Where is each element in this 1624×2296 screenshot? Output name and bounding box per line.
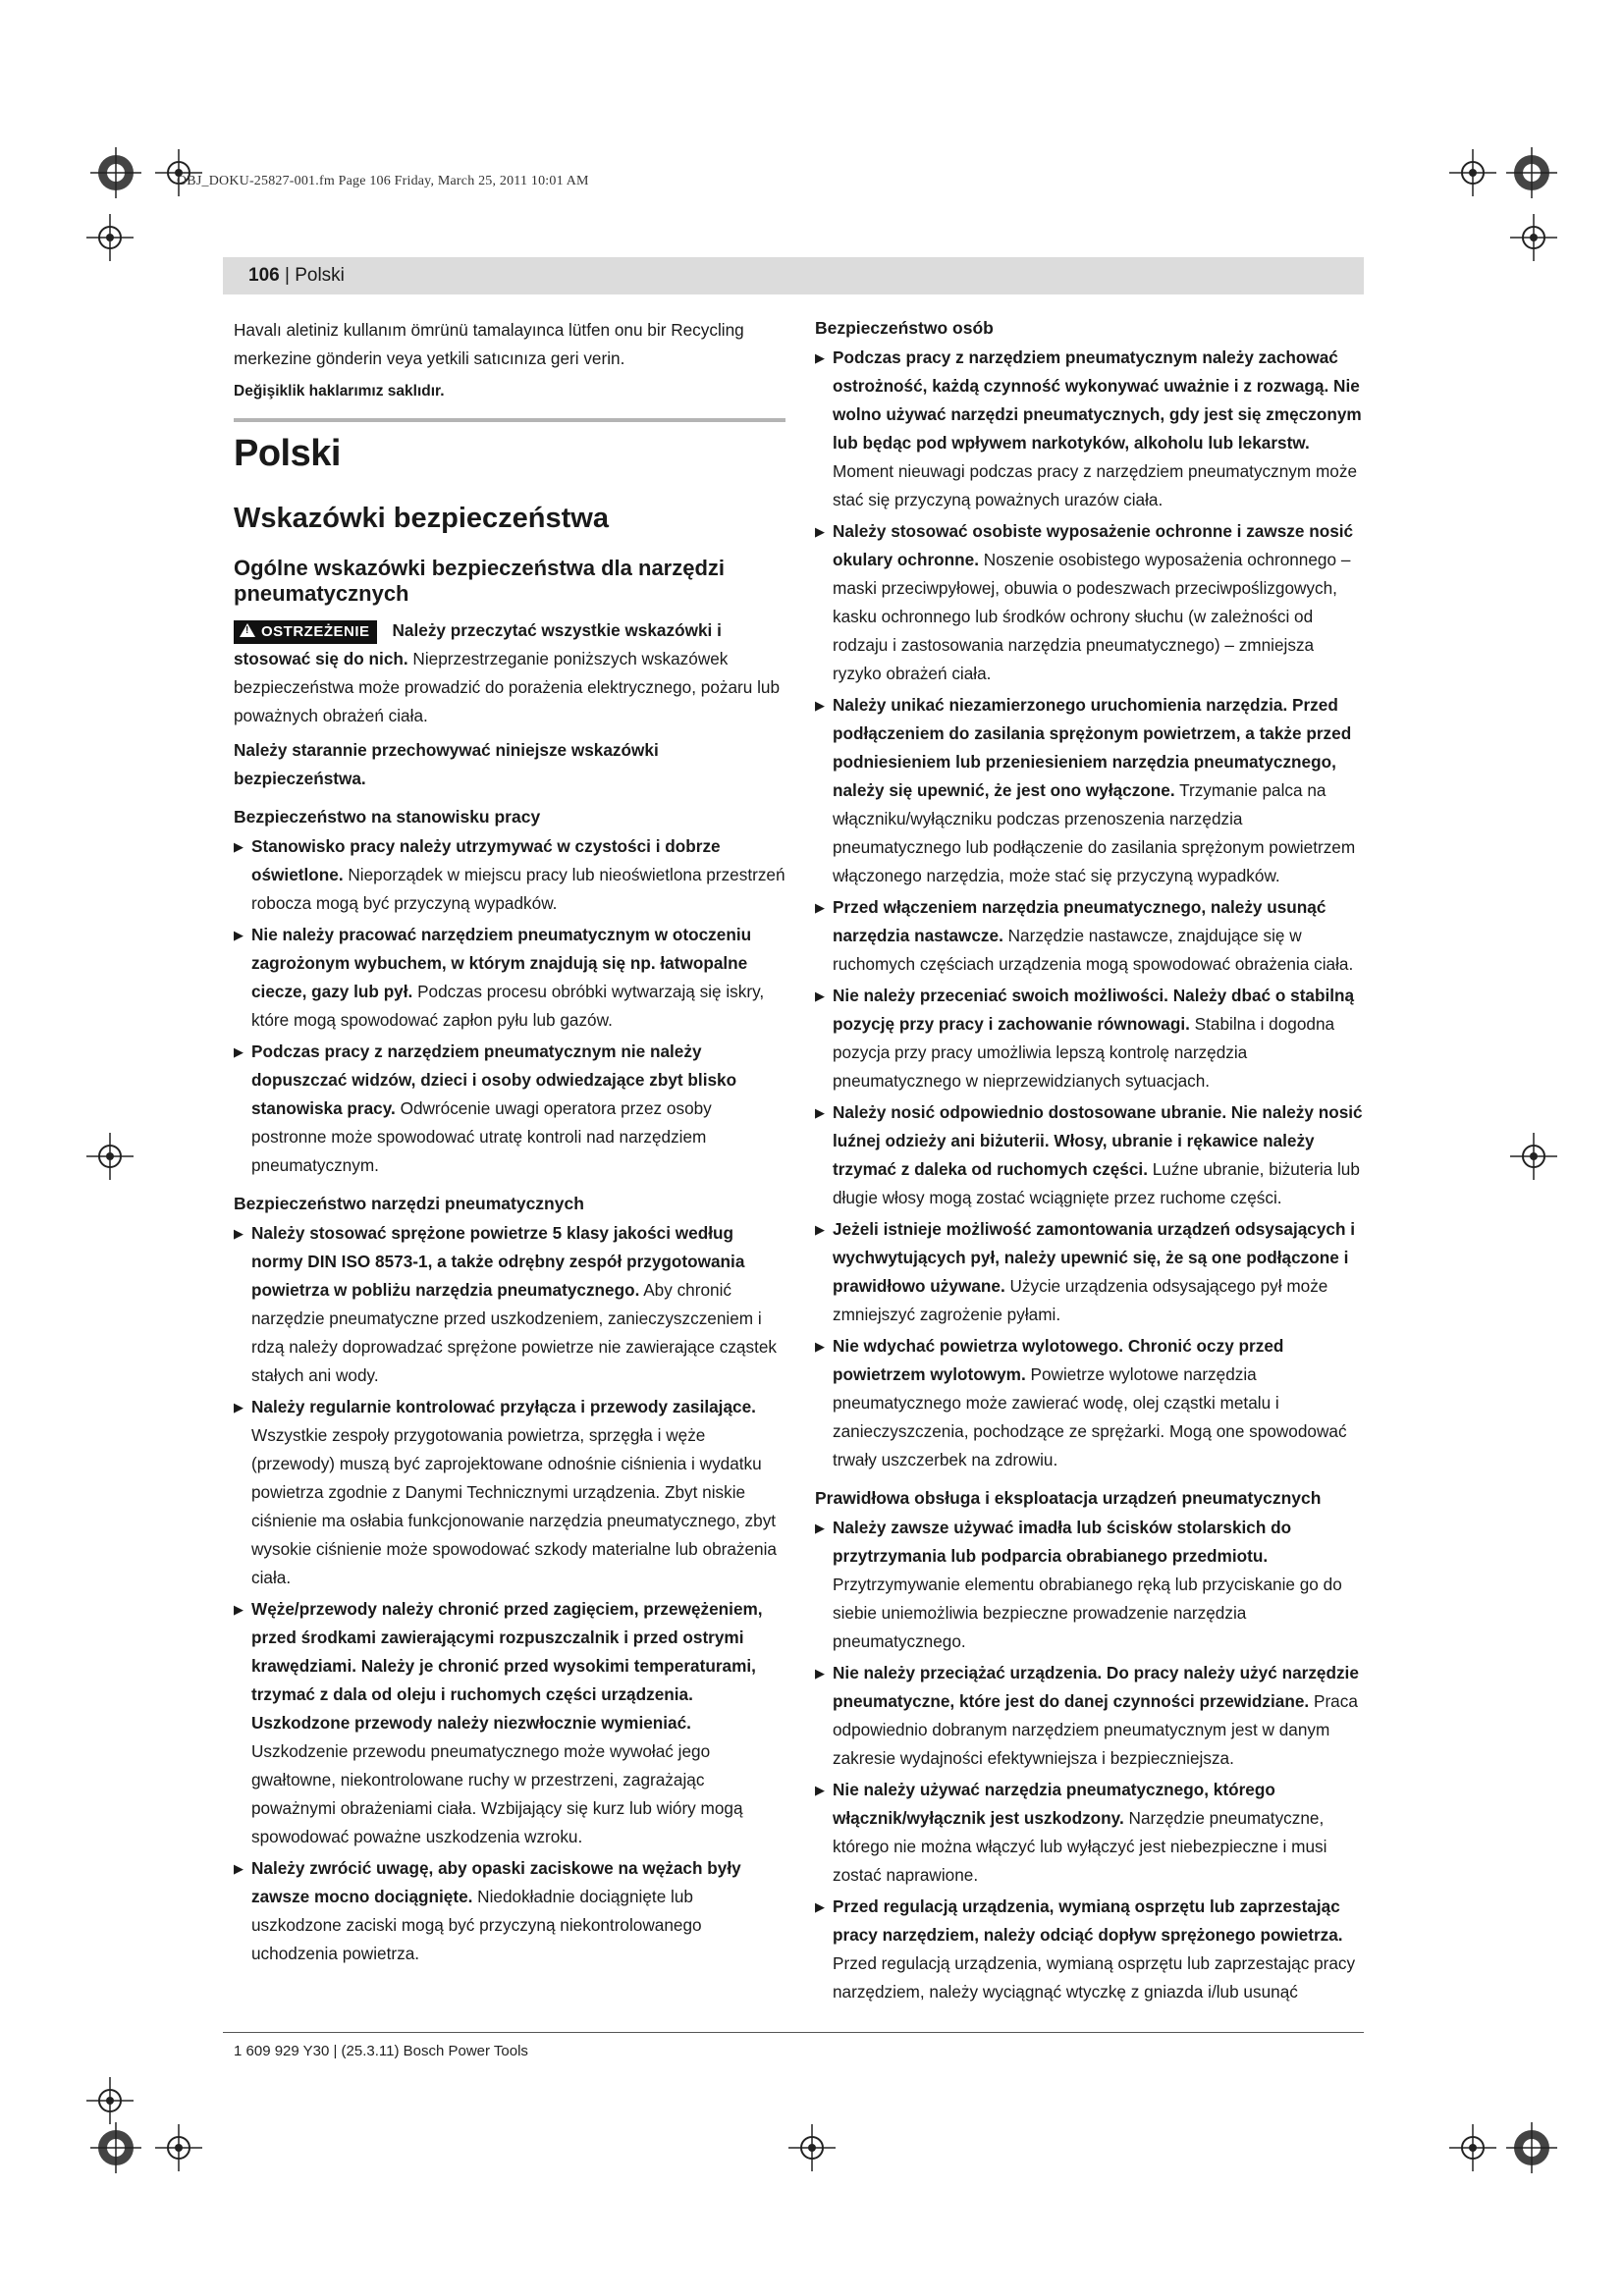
item-bold: Nie należy przeciążać urządzenia. Do pracy należy użyć narzędzie pneumatyczne, które jest do danej czynności przewidziane. [833,1663,1359,1711]
item-bold: Należy stosować sprężone powietrze 5 klasy jakości według normy DIN ISO 8573-1, a także odrębny zespół przygotowania powietrza w pobliżu narzędzia pneumatycznego. [251,1223,745,1300]
item-text: Stabilna i dogodna pozycja przy pracy umożliwia lepszą kontrolę narzędzia pneumatycznego w nieprzewidzianych sytuacjach. [833,1014,1335,1091]
left-column [234,316,785,1971]
item-bold: Przed włączeniem narzędzia pneumatycznego, należy usunąć narzędzia nastawcze. [833,897,1326,945]
list-item [815,1332,1367,1474]
language-heading: Polski [234,433,341,474]
section-title: Prawidłowa obsługa i eksploatacja urządzeń pneumatycznych [815,1488,1322,1508]
list-item [815,1215,1367,1329]
section-title: Bezpieczeństwo na stanowisku pracy [234,807,541,827]
crosshair-mark-bottom-right [1449,2124,1496,2171]
item-text: Aby chronić narzędzie pneumatyczne przed uszkodzeniem, zanieczyszczeniem i rdzą należy doprowadzać sprężone powietrze nie zawierające cząstek stałych ani wody. [251,1280,778,1385]
print-slug: OBJ_DOKU-25827-001.fm Page 106 Friday, March 25, 2011 10:01 AM [177,174,589,188]
item-text: Luźne ubranie, biżuteria lub długie włosy mogą zostać wciągnięte przez ruchome części. [833,1159,1360,1207]
item-bold: Nie wdychać powietrza wylotowego. Chronić oczy przed powietrzem wylotowym. [833,1336,1284,1384]
item-bold: Należy stosować osobiste wyposażenie ochronne i zawsze nosić okulary ochronne. [833,521,1354,569]
crosshair-mark-left-lower [86,2077,134,2124]
bullet-arrow-icon: ▶ [234,1861,244,1876]
warning-triangle-icon [240,623,255,637]
bullet-arrow-icon: ▶ [815,1666,825,1681]
crosshair-mark-left-middle [86,1133,134,1180]
bullet-arrow-icon: ▶ [815,698,825,713]
list-item [234,832,785,918]
warning-badge-label: OSTRZEŻENIE [261,623,370,640]
warning-badge [234,620,377,644]
crosshair-mark-right-middle [1510,1133,1557,1180]
turkish-rights-note: Değişiklik haklarımız saklıdır. [234,383,445,400]
crosshair-mark-bottom-left-2 [155,2124,202,2171]
list-item [815,691,1367,890]
page-number: 106 [248,265,280,286]
item-text: Narzędzie pneumatyczne, którego nie można włączyć lub wyłączyć jest niebezpieczne i musi zostać naprawione. [833,1808,1327,1885]
bullet-arrow-icon: ▶ [234,839,244,854]
bullet-arrow-icon: ▶ [815,1521,825,1535]
crop-mark-top-right [1506,147,1557,198]
list-item [815,1098,1367,1212]
bullet-arrow-icon: ▶ [815,1339,825,1354]
bullet-arrow-icon: ▶ [815,1783,825,1797]
item-text: Przytrzymywanie elementu obrabianego ręką lub przyciskanie go do siebie uniemożliwia bezpieczne prowadzenie narzędzia pneumatycznego. [833,1575,1342,1651]
list-item [234,1219,785,1390]
page-footer: 1 609 929 Y30 | (25.3.11) Bosch Power Tools [234,2043,528,2059]
item-bold: Nie należy pracować narzędziem pneumatycznym w otoczeniu zagrożonym wybuchem, w którym znajdują się np. łatwopalne ciecze, gazy lub pył. [251,925,752,1001]
item-text: Nieporządek w miejscu pracy lub nieoświetlona przestrzeń robocza mogą być przyczyną wypadków. [251,865,785,913]
bullet-arrow-icon: ▶ [234,1044,244,1059]
item-bold: Podczas pracy z narzędziem pneumatycznym nie należy dopuszczać widzów, dzieci i osoby odwiedzające zbyt blisko stanowiska pracy. [251,1041,737,1118]
list-item [815,982,1367,1095]
list-item [815,517,1367,688]
crosshair-mark-right-upper [1510,214,1557,261]
list-item [234,921,785,1035]
bullet-arrow-icon: ▶ [234,1226,244,1241]
list-item [815,1659,1367,1773]
list-item [234,1595,785,1851]
item-bold: Należy nosić odpowiednio dostosowane ubranie. Nie należy nosić luźnej odzieży ani biżuterii. Włosy, ubranie i rękawice należy trzymać z daleka od ruchomych części. [833,1102,1363,1179]
item-text: Wszystkie zespoły przygotowania powietrza, sprzęgła i węże (przewody) muszą być zaprojektowane odnośnie ciśnienia i wydatku powietrza zgodnie z Danymi Technicznymi urządzenia. Zbyt niskie ciśnienie ma osłabia funkcjonowanie narzędzia pneumatycznego, zbyt wysokie ciśnienie może spowodować szkody materialne lub obrażenia ciała. [251,1425,777,1587]
crop-mark-bottom-left [90,2122,141,2173]
list-item [234,1038,785,1180]
item-bold: Nie należy przeceniać swoich możliwości. Należy dbać o stabilną pozycję przy pracy i zachowanie równowagi. [833,986,1355,1034]
item-text: Noszenie osobistego wyposażenia ochronnego – maski przeciwpyłowej, obuwia o podeszwach przeciwpoślizgowych, kasku ochronnego lub środków ochrony słuchu (w zależności od rodzaju i zastosowania narzędzia pneumatycznego) – zmniejsza ryzyko obrażeń ciała. [833,550,1351,683]
item-bold: Jeżeli istnieje możliwość zamontowania urządzeń odsysających i wychwytujących pył, należy upewnić się, że są one podłączone i prawidłowo używane. [833,1219,1356,1296]
item-bold: Należy regularnie kontrolować przyłącza i przewody zasilające. [251,1397,756,1416]
list-item [234,1854,785,1968]
bullet-arrow-icon: ▶ [815,350,825,365]
item-bold: Należy zwrócić uwagę, aby opaski zaciskowe na wężach były zawsze mocno dociągnięte. [251,1858,741,1906]
crop-mark-bottom-right [1506,2122,1557,2173]
item-text: Narzędzie nastawcze, znajdujące się w ruchomych częściach urządzenia mogą spowodować obrażenia ciała. [833,926,1354,974]
footer-divider [223,2032,1364,2033]
item-text: Uszkodzenie przewodu pneumatycznego może wywołać jego gwałtowne, niekontrolowane ruchy w przestrzeni, zagrażając poważnymi obrażeniami ciała. Wzbijający się kurz lub wióry mogą spowodować poważne uszkodzenia wzroku. [251,1741,743,1846]
item-text: Niedokładnie dociągnięte lub uszkodzone zaciski mogą być przyczyną niekontrolowanego uchodzenia powietrza. [251,1887,702,1963]
section-title: Bezpieczeństwo narzędzi pneumatycznych [234,1194,584,1213]
item-text: Odwrócenie uwagi operatora przez osoby postronne może spowodować utratę kontroli nad narzędziem pneumatycznym. [251,1098,712,1175]
list-item [234,1393,785,1592]
warning-bold-text: Należy przeczytać wszystkie wskazówki i stosować się do nich. [234,620,722,668]
bullet-arrow-icon: ▶ [234,1602,244,1617]
item-bold: Należy unikać niezamierzonego uruchomienia narzędzia. Przed podłączeniem do zasilania sprężonym powietrzem, a także przed podniesieniem lub przeniesieniem narzędzia pneumatycznego, należy się upewnić, że jest ono wyłączone. [833,695,1352,800]
bullet-arrow-icon: ▶ [815,1222,825,1237]
item-bold: Należy zawsze używać imadła lub ścisków stolarskich do przytrzymania lub podparcia obrabianego przedmiotu. [833,1518,1292,1566]
item-bold: Przed regulacją urządzenia, wymianą osprzętu lub zaprzestając pracy narzędziem, należy odciąć dopływ sprężonego powietrza. [833,1896,1343,1945]
bullet-arrow-icon: ▶ [815,900,825,915]
safety-heading: Wskazówki bezpieczeństwa [234,503,609,534]
crosshair-mark-left-upper [86,214,134,261]
bullet-arrow-icon: ▶ [815,1899,825,1914]
item-bold: Stanowisko pracy należy utrzymywać w czystości i dobrze oświetlone. [251,836,721,884]
item-text: Użycie urządzenia odsysającego pył może zmniejszyć zagrożenie pyłami. [833,1276,1328,1324]
item-text: Powietrze wylotowe narzędzia pneumatycznego może zawierać wodę, olej cząstki metalu i zanieczyszczenia, pochodzące ze sprężarki. Mogą one spowodować trwały uszczerbek na zdrowiu. [833,1364,1347,1469]
list-item [815,1893,1367,2006]
bullet-arrow-icon: ▶ [815,988,825,1003]
header-language: Polski [295,265,345,286]
page-header [223,257,1364,294]
item-bold: Węże/przewody należy chronić przed zagięciem, przewężeniem, przed środkami zawierającymi rozpuszczalnik i przed ostrymi krawędziami. Należy je chronić przed wysokimi temperaturami, trzymać z dala od oleju i ruchomych części urządzenia. Uszkodzone przewody należy niezwłocznie wymieniać. [251,1599,763,1733]
crosshair-mark-top-right [1449,149,1496,196]
turkish-recycling-text: Havalı aletiniz kullanım ömrünü tamalayınca lütfen onu bir Recycling merkezine gönderin veya yetkili satıcınıza geri verin. [234,320,744,368]
crop-mark-top-left [90,147,141,198]
header-separator: | [284,265,290,286]
list-item [815,1776,1367,1890]
bullet-arrow-icon: ▶ [815,1105,825,1120]
item-text: Moment nieuwagi podczas pracy z narzędziem pneumatycznym może stać się przyczyną poważnych urazów ciała. [833,461,1358,509]
general-safety-heading: Ogólne wskazówki bezpieczeństwa dla narzędzi pneumatycznych [234,556,726,606]
section-divider [234,418,785,422]
section-title: Bezpieczeństwo osób [815,318,994,338]
item-text: Przed regulacją urządzenia, wymianą osprzętu lub zaprzestając pracy narzędziem, należy wyciągnąć wtyczkę z gniazda i/lub usunąć [833,1953,1356,2002]
right-column [815,316,1367,2009]
bullet-arrow-icon: ▶ [234,928,244,942]
bullet-arrow-icon: ▶ [815,524,825,539]
bullet-arrow-icon: ▶ [234,1400,244,1415]
item-bold: Nie należy używać narzędzia pneumatycznego, którego włącznik/wyłącznik jest uszkodzony. [833,1780,1275,1828]
item-bold: Podczas pracy z narzędziem pneumatycznym należy zachować ostrożność, każdą czynność wykonywać uważnie i z rozwagą. Nie wolno używać narzędzi pneumatycznych, gdy jest się zmęczonym lub będąc pod wpływem narkotyków, alkoholu lub lekarstw. [833,347,1362,453]
warning-block [234,616,785,730]
warning-text: Nieprzestrzeganie poniższych wskazówek bezpieczeństwa może prowadzić do porażenia elektrycznego, pożaru lub poważnych obrażeń ciała. [234,649,781,725]
crosshair-mark-bottom-center [788,2124,836,2171]
item-text: Praca odpowiednio dobranym narzędziem pneumatycznym jest w danym zakresie wydajności efektywniejsza i bezpieczniejsza. [833,1691,1358,1768]
item-text: Trzymanie palca na włączniku/wyłączniku podczas przenoszenia narzędzia pneumatycznego lub podłączenie do zasilania sprężonym powietrzem włączonego narzędzia, może stać się przyczyną wypadków. [833,780,1356,885]
list-item [815,893,1367,979]
list-item [815,1514,1367,1656]
keep-instructions: Należy starannie przechowywać niniejsze wskazówki bezpieczeństwa. [234,740,659,788]
list-item [815,344,1367,514]
item-text: Podczas procesu obróbki wytwarzają się iskry, które mogą spowodować zapłon pyłu lub gazów. [251,982,765,1030]
